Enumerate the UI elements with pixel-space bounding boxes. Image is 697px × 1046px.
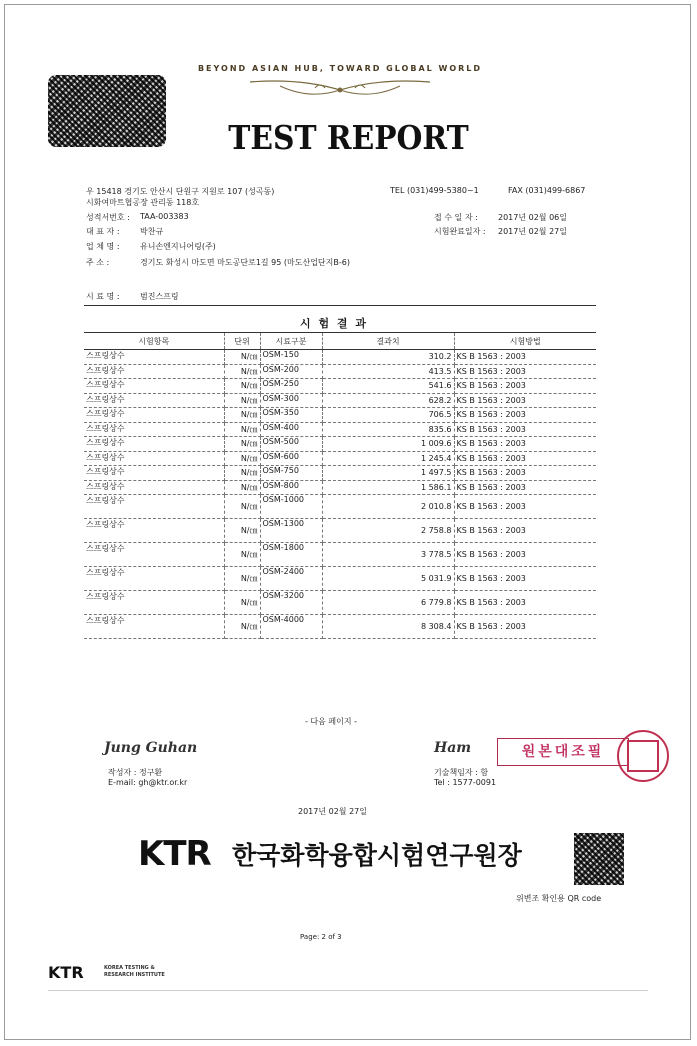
table-row	[84, 422, 596, 437]
footer-divider	[48, 990, 648, 991]
table-row	[84, 466, 596, 481]
result-method: KS B 1563 : 2003	[454, 519, 596, 543]
result-item: 스프링상수	[84, 466, 224, 481]
section-divider	[84, 305, 596, 306]
address-line-2: 시화여마트협공장 관리동 118호	[86, 198, 200, 207]
result-value: 628.2	[322, 393, 454, 408]
results-table	[84, 332, 596, 639]
result-item: 스프링상수	[84, 393, 224, 408]
result-item: 스프링상수	[84, 437, 224, 452]
footer-ktr-logo: KTR	[48, 963, 84, 982]
result-item: 스프링상수	[84, 591, 224, 615]
result-method: KS B 1563 : 2003	[454, 364, 596, 379]
result-unit: N/㎝	[224, 519, 260, 543]
result-unit: N/㎝	[224, 379, 260, 394]
result-method: KS B 1563 : 2003	[454, 567, 596, 591]
result-unit: N/㎝	[224, 437, 260, 452]
result-sample: OSM-600	[260, 451, 322, 466]
result-sample: OSM-3200	[260, 591, 322, 615]
result-item: 스프링상수	[84, 408, 224, 423]
col-item: 시험항목	[84, 333, 224, 350]
address-label: 주 소 :	[86, 258, 110, 267]
company-label: 업 체 명 :	[86, 242, 120, 251]
result-item: 스프링상수	[84, 350, 224, 365]
result-value: 310.2	[322, 350, 454, 365]
representative: 박찬규	[140, 227, 164, 236]
col-unit: 단위	[224, 333, 260, 350]
result-value: 1 497.5	[322, 466, 454, 481]
report-no-label: 성적서번호 :	[86, 213, 130, 222]
result-sample: OSM-300	[260, 393, 322, 408]
table-row	[84, 437, 596, 452]
table-row	[84, 567, 596, 591]
result-method: KS B 1563 : 2003	[454, 422, 596, 437]
result-unit: N/㎝	[224, 567, 260, 591]
result-unit: N/㎝	[224, 466, 260, 481]
table-row	[84, 364, 596, 379]
reviewer-signature: Ham	[434, 740, 472, 756]
result-method: KS B 1563 : 2003	[454, 543, 596, 567]
result-method: KS B 1563 : 2003	[454, 451, 596, 466]
table-row	[84, 543, 596, 567]
table-row	[84, 495, 596, 519]
result-value: 2 758.8	[322, 519, 454, 543]
result-method: KS B 1563 : 2003	[454, 466, 596, 481]
result-unit: N/㎝	[224, 408, 260, 423]
result-sample: OSM-2400	[260, 567, 322, 591]
result-sample: OSM-1000	[260, 495, 322, 519]
col-result: 결과치	[322, 333, 454, 350]
tel: TEL (031)499-5380~1	[390, 186, 479, 195]
result-sample: OSM-1800	[260, 543, 322, 567]
official-seal	[617, 730, 669, 782]
reviewer-tel: Tel : 1577-0091	[434, 778, 497, 787]
author-signature: Jung Guhan	[104, 740, 198, 756]
completed-date: 2017년 02월 27일	[498, 227, 567, 236]
result-sample: OSM-150	[260, 350, 322, 365]
institute-head: 한국화학융합시험연구원장	[232, 841, 522, 870]
page-number: Page: 2 of 3	[300, 933, 342, 941]
result-value: 413.5	[322, 364, 454, 379]
representative-label: 대 표 자 :	[86, 227, 120, 236]
company: 유니손엔지니어링(주)	[140, 242, 216, 251]
result-item: 스프링상수	[84, 495, 224, 519]
table-row	[84, 591, 596, 615]
result-item: 스프링상수	[84, 422, 224, 437]
footer-logo-line-1: KOREA TESTING &	[104, 965, 155, 971]
result-method: KS B 1563 : 2003	[454, 350, 596, 365]
original-copy-stamp: 원본대조필	[497, 738, 629, 766]
result-item: 스프링상수	[84, 451, 224, 466]
received-label: 접 수 일 자 :	[434, 213, 478, 222]
result-unit: N/㎝	[224, 422, 260, 437]
result-item: 스프링상수	[84, 543, 224, 567]
result-unit: N/㎝	[224, 451, 260, 466]
table-row	[84, 379, 596, 394]
issue-date: 2017년 02월 27일	[298, 807, 367, 816]
result-unit: N/㎝	[224, 591, 260, 615]
result-unit: N/㎝	[224, 393, 260, 408]
result-sample: OSM-200	[260, 364, 322, 379]
author-email: E-mail: gh@ktr.or.kr	[108, 778, 188, 787]
author-label: 작성자 : 정구환	[108, 768, 163, 777]
result-value: 1 586.1	[322, 480, 454, 495]
table-row	[84, 615, 596, 639]
result-value: 1 245.4	[322, 451, 454, 466]
col-method: 시험방법	[454, 333, 596, 350]
completed-label: 시험완료일자 :	[434, 227, 486, 236]
address-line-1: 우 15418 경기도 안산시 단원구 지원로 107 (성곡동)	[86, 187, 275, 196]
result-unit: N/㎝	[224, 615, 260, 639]
ktr-logo: KTR	[138, 834, 211, 874]
result-value: 6 779.8	[322, 591, 454, 615]
result-sample: OSM-500	[260, 437, 322, 452]
qr-caption: 위변조 확인용 QR code	[516, 894, 602, 903]
result-value: 835.6	[322, 422, 454, 437]
result-method: KS B 1563 : 2003	[454, 480, 596, 495]
results-body	[84, 350, 596, 639]
result-unit: N/㎝	[224, 364, 260, 379]
table-header-row	[84, 333, 596, 350]
result-method: KS B 1563 : 2003	[454, 408, 596, 423]
sample-name: 범진스프링	[140, 292, 179, 301]
result-item: 스프링상수	[84, 379, 224, 394]
result-sample: OSM-1300	[260, 519, 322, 543]
result-method: KS B 1563 : 2003	[454, 615, 596, 639]
footer-institute-name	[104, 965, 165, 979]
result-item: 스프링상수	[84, 364, 224, 379]
result-unit: N/㎝	[224, 495, 260, 519]
results-title: 시 험 결 과	[300, 317, 368, 330]
result-sample: OSM-750	[260, 466, 322, 481]
result-item: 스프링상수	[84, 519, 224, 543]
table-row	[84, 350, 596, 365]
result-value: 2 010.8	[322, 495, 454, 519]
table-row	[84, 451, 596, 466]
table-row	[84, 393, 596, 408]
table-row	[84, 519, 596, 543]
received-date: 2017년 02월 06일	[498, 213, 567, 222]
result-value: 541.6	[322, 379, 454, 394]
result-method: KS B 1563 : 2003	[454, 437, 596, 452]
motto: BEYOND ASIAN HUB, TOWARD GLOBAL WORLD	[197, 64, 483, 73]
result-sample: OSM-800	[260, 480, 322, 495]
verification-qr-code	[574, 833, 624, 885]
result-sample: OSM-4000	[260, 615, 322, 639]
sample-label: 시 료 명 :	[86, 292, 120, 301]
result-value: 706.5	[322, 408, 454, 423]
page-title: TEST REPORT	[228, 118, 469, 157]
result-sample: OSM-250	[260, 379, 322, 394]
result-item: 스프링상수	[84, 615, 224, 639]
result-method: KS B 1563 : 2003	[454, 393, 596, 408]
result-unit: N/㎝	[224, 350, 260, 365]
fax: FAX (031)499-6867	[508, 186, 586, 195]
result-value: 1 009.6	[322, 437, 454, 452]
result-method: KS B 1563 : 2003	[454, 495, 596, 519]
company-address: 경기도 화성시 마도면 마도공단로1길 95 (마도산업단지B-6)	[140, 258, 350, 267]
result-method: KS B 1563 : 2003	[454, 379, 596, 394]
col-sample: 시료구분	[260, 333, 322, 350]
result-value: 5 031.9	[322, 567, 454, 591]
result-unit: N/㎝	[224, 480, 260, 495]
result-sample: OSM-400	[260, 422, 322, 437]
report-no: TAA-003383	[140, 212, 189, 221]
result-unit: N/㎝	[224, 543, 260, 567]
footer-logo-line-2: RESEARCH INSTITUTE	[104, 972, 165, 978]
ornament-divider	[240, 76, 440, 104]
result-method: KS B 1563 : 2003	[454, 591, 596, 615]
reviewer-label: 기술책임자 : 함	[434, 768, 489, 777]
result-value: 8 308.4	[322, 615, 454, 639]
result-sample: OSM-350	[260, 408, 322, 423]
result-item: 스프링상수	[84, 567, 224, 591]
result-value: 3 778.5	[322, 543, 454, 567]
result-item: 스프링상수	[84, 480, 224, 495]
continued-note: - 다음 페이지 -	[305, 717, 358, 726]
table-row	[84, 408, 596, 423]
table-row	[84, 480, 596, 495]
